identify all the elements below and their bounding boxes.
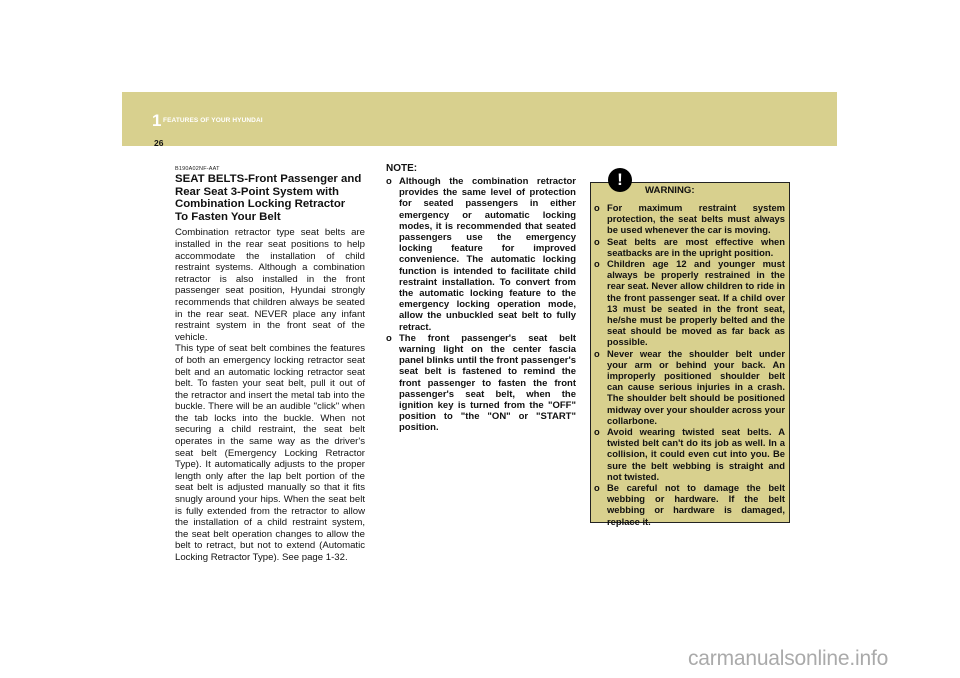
- warning-item: [594, 258, 785, 348]
- note-heading: NOTE:: [386, 163, 418, 174]
- note-item-text: The front passenger's seat belt warning light on the center fascia panel blinks until the front passenger's seat belt is fastened to remind the front passenger to fasten the front passenger's seat belt, when the ignition key is turned from the "OFF" position to "the "ON" or "START" position.: [399, 332, 576, 434]
- body-paragraph: Combination retractor type seat belts are installed in the rear seat positions to help accommodate the installation of child restraint systems. Although a combination retractor is also installed in the front passenger seat position, Hyundai strongly recommends that children always be seated in the rear seat. NEVER place any infant restraint system in the front seat of the vehicle.: [175, 227, 365, 343]
- left-column: [175, 166, 365, 564]
- note-column: [386, 163, 576, 434]
- warning-item: [594, 426, 785, 482]
- warning-heading: WARNING:: [645, 185, 695, 196]
- warning-item: [594, 482, 785, 527]
- warning-item-text: Never wear the shoulder belt under your arm or behind your back. An improperly positioned shoulder belt can cause serious injuries in a crash. The shoulder belt should be positioned midway over your shoulder across your collarbone.: [607, 347, 785, 426]
- bullet-mark: o: [594, 235, 600, 247]
- page-number: 26: [154, 138, 164, 148]
- note-item-text: Although the combination retractor provides the same level of protection for seated passengers in either emergency or automatic locking modes, it is recommended that seated passengers use the emergency locking feature for improved convenience. The automatic locking function is intended to facilitate child restraint installation. To convert from the automatic locking feature to the emergency locking operation mode, allow the unbuckled seat belt to fully retract.: [399, 176, 576, 333]
- warning-list: [594, 202, 785, 527]
- section-code: B190A02NF-AAT: [175, 166, 220, 172]
- section-title-line: Rear Seat 3-Point System with: [175, 185, 339, 198]
- bullet-mark: o: [386, 176, 392, 187]
- watermark-logo: carmanualsonline.info: [688, 647, 889, 670]
- bullet-mark: o: [594, 258, 600, 270]
- chapter-number: 1: [152, 111, 162, 130]
- bullet-mark: o: [594, 426, 600, 438]
- section-title-line: To Fasten Your Belt: [175, 210, 281, 223]
- warning-item: [594, 348, 785, 426]
- chapter-title: FEATURES OF YOUR HYUNDAI: [163, 117, 263, 124]
- warning-item: [594, 236, 785, 258]
- warning-item-text: Be careful not to damage the belt webbing or hardware. If the belt webbing or hardware is damaged, replace it.: [607, 482, 785, 527]
- note-item: [386, 176, 576, 333]
- warning-item-text: For maximum restraint system protection, the seat belts must always be used whenever the car is moving.: [607, 202, 785, 236]
- section-title-line: SEAT BELTS-Front Passenger and: [175, 173, 362, 185]
- warning-box: [590, 182, 790, 527]
- bullet-mark: o: [594, 482, 600, 494]
- warning-item-text: Children age 12 and younger must always be properly restrained in the rear seat. Never allow children to ride in the front passenger seat. If a child over 13 must be seated in the front seat, he/she must be properly belted and the seat should be moved as far back as possible.: [607, 258, 785, 348]
- body-paragraph: This type of seat belt combines the features of both an emergency locking retractor seat belt and an automatic locking retractor seat belt. To fasten your seat belt, pull it out of the retractor and insert the metal tab into the buckle. There will be an audible "click" when the tab locks into the buckle. When not securing a child restraint, the seat belt operates in the same way as the driver's seat belt (Emergency Locking Retractor Type). It automatically adjusts to the proper length only after the lap belt portion of the seat belt is adjusted manually so that it fits snugly around your hips. When the seat belt is fully extended from the retractor to allow the installation of a child restraint system, the seat belt operation changes to allow the belt to retract, but not to extend (Automatic Locking Retractor Type). See page 1-32.: [175, 343, 365, 563]
- bullet-mark: o: [594, 347, 600, 359]
- warning-item: [594, 202, 785, 236]
- warning-item-text: Seat belts are most effective when seatbacks are in the upright position.: [607, 235, 785, 258]
- section-title: [175, 173, 365, 223]
- warning-item-text: Avoid wearing twisted seat belts. A twisted belt can't do its job as well. In a collision, it could even cut into you. Be sure the belt webbing is straight and not twisted.: [607, 426, 785, 482]
- warning-exclamation-icon: !: [608, 168, 632, 192]
- bullet-mark: o: [386, 332, 392, 344]
- note-item: [386, 333, 576, 434]
- bullet-mark: o: [594, 202, 600, 213]
- section-title-line: Combination Locking Retractor: [175, 198, 346, 211]
